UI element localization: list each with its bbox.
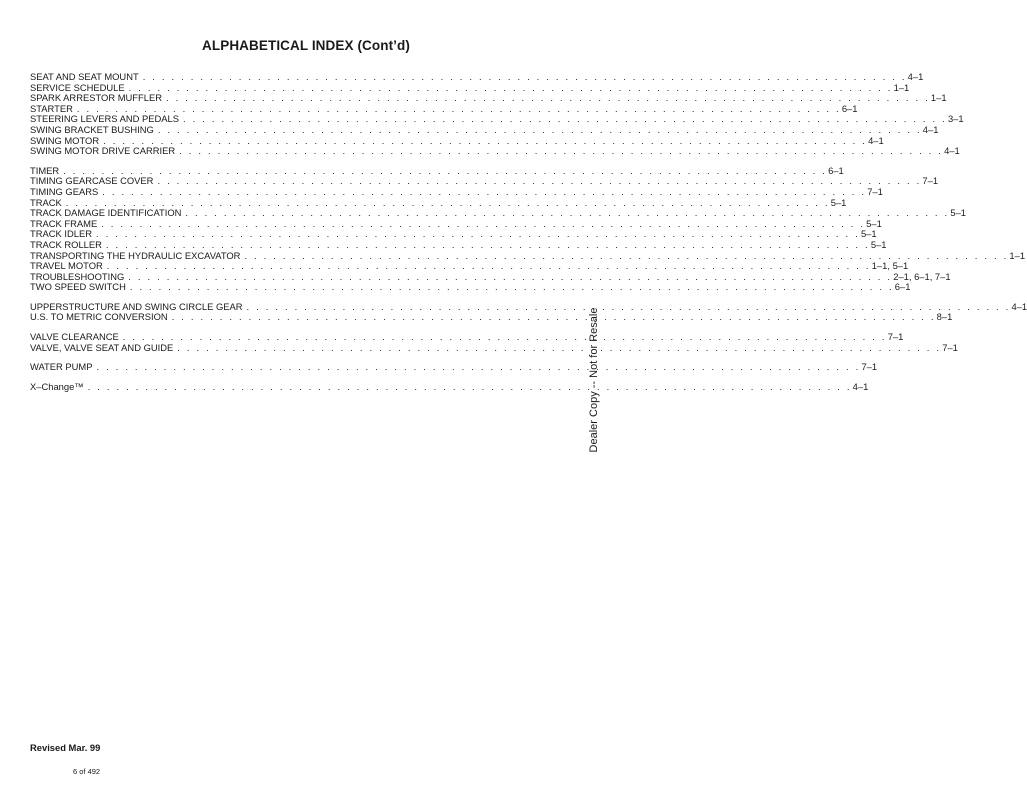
- index-entry-page: 8–1: [936, 311, 953, 323]
- index-entry-page: 4–1: [922, 123, 939, 135]
- index-entry-page: 6–1: [841, 102, 858, 114]
- index-entry-page: 1–1: [1009, 249, 1026, 261]
- dot-leader: . . . . . . . . . . . . . . . . . . . . . . . . . . . . . . . . . . . . . . . . . . . . . . . . . . . . . . . . . . . . . . . . . . . . . . . . . . . . . . . .: [183, 113, 947, 125]
- index-entry-page: 5–1: [830, 196, 847, 208]
- index-entry-page: 5–1: [870, 238, 887, 250]
- dot-leader: . . . . . . . . . . . . . . . . . . . . . . . . . . . . . . . . . . . . . . . . . . . . . . . . . . . . . . . . . . . . . . . . . . . . . . . . . . . . . . . .: [142, 71, 907, 82]
- index-entry: [30, 145, 960, 157]
- index-entry-label: WATER PUMP: [30, 361, 93, 373]
- index-entry-label: TRAVEL MOTOR: [30, 260, 103, 272]
- dot-leader: . . . . . . . . . . . . . . . . . . . . . . . . . . . . . . . . . . . . . . . . . . . . . . . . . . . . . . . . . . . . . . . . . . . . . . . . . . . . . . . .: [103, 134, 868, 146]
- dot-leader: . . . . . . . . . . . . . . . . . . . . . . . . . . . . . . . . . . . . . . . . . . . . . . . . . . . . . . . . . . . . . . . . . . . . . . . . . . . . . . . .: [185, 207, 950, 219]
- index-entry: [30, 380, 869, 393]
- index-entry-label: TIMING GEARS: [30, 185, 99, 197]
- index-entry-label: TRACK ROLLER: [30, 238, 102, 250]
- index-entry: [30, 238, 887, 251]
- index-entry-page: 4–1: [852, 380, 869, 392]
- index-entry-page: 5–1: [866, 217, 882, 229]
- index-entry-page: 1–1, 5–1: [871, 260, 909, 272]
- index-entry-label: TRACK: [30, 196, 62, 208]
- index-entry-page: 6–1: [894, 281, 911, 293]
- index-entry-label: TIMING GEARCASE COVER: [30, 175, 154, 187]
- index-entry-page: 7–1: [861, 361, 878, 373]
- index-entry-page: 2–1, 6–1, 7–1: [893, 270, 951, 282]
- index-entry-label: VALVE, VALVE SEAT AND GUIDE: [30, 341, 174, 353]
- index-group: [30, 331, 958, 353]
- index-entry-page: 4–1: [868, 134, 884, 146]
- index-entry-label: TRACK FRAME: [30, 217, 98, 229]
- dot-leader: . . . . . . . . . . . . . . . . . . . . . . . . . . . . . . . . . . . . . . . . . . . . . . . . . . . . . . . . . . . . . . . . . . . . . . . . . . . . . . . .: [122, 331, 887, 343]
- dot-leader: . . . . . . . . . . . . . . . . . . . . . . . . . . . . . . . . . . . . . . . . . . . . . . . . . . . . . . . . . . . . . . . . . . . . . . . . . . . . . . . .: [105, 238, 870, 250]
- index-entry-label: SEAT AND SEAT MOUNT: [30, 71, 139, 82]
- index-entry-label: TRACK IDLER: [30, 228, 92, 240]
- dot-leader: . . . . . . . . . . . . . . . . . . . . . . . . . . . . . . . . . . . . . . . . . . . . . . . . . . . . . . . . . . . . . . . . . . . . . . . . . . . . . . . .: [244, 249, 1009, 261]
- index-group: [30, 71, 964, 157]
- index-entry-page: 7–1: [887, 331, 904, 343]
- index-entry: [30, 341, 958, 354]
- index-entry-label: TIMER: [30, 164, 60, 176]
- index-entry-label: SERVICE SCHEDULE: [30, 81, 125, 93]
- dot-leader: . . . . . . . . . . . . . . . . . . . . . . . . . . . . . . . . . . . . . . . . . . . . . . . . . . . . . . . . . . . . . . . . . . . . . . . . . . . . . . . .: [87, 380, 852, 392]
- dot-leader: . . . . . . . . . . . . . . . . . . . . . . . . . . . . . . . . . . . . . . . . . . . . . . . . . . . . . . . . . . . . . . . . . . . . . . . . . . . . . . . .: [171, 311, 936, 323]
- index-entry-label: U.S. TO METRIC CONVERSION: [30, 311, 168, 323]
- index-entry-label: TRACK DAMAGE IDENTIFICATION: [30, 207, 182, 219]
- index-entry-page: 5–1: [860, 228, 877, 240]
- page-counter: 6 of 492: [73, 767, 101, 776]
- index-group: [30, 164, 1026, 293]
- dot-leader: . . . . . . . . . . . . . . . . . . . . . . . . . . . . . . . . . . . . . . . . . . . . . . . . . . . . . . . . . . . . . . . . . . . . . . . . . . . . . . . .: [96, 228, 860, 240]
- index-entry: [30, 311, 953, 323]
- index-entry-page: 7–1: [922, 175, 939, 187]
- dot-leader: . . . . . . . . . . . . . . . . . . . . . . . . . . . . . . . . . . . . . . . . . . . . . . . . . . . . . . . . . . . . . . . . . . . . . . . . . . . . . . . .: [102, 185, 867, 197]
- dot-leader: . . . . . . . . . . . . . . . . . . . . . . . . . . . . . . . . . . . . . . . . . . . . . . . . . . . . . . . . . . . . . . . . . . . . . . . . . . . . . . . .: [106, 260, 871, 272]
- dot-leader: . . . . . . . . . . . . . . . . . . . . . . . . . . . . . . . . . . . . . . . . . . . . . . . . . . . . . . . . . . . . . . . . . . . . . . . . . . . . . . . .: [157, 123, 922, 135]
- index-entry-label: X–Change™: [30, 380, 84, 392]
- index-entry-page: 1–1: [893, 81, 910, 93]
- dot-leader: . . . . . . . . . . . . . . . . . . . . . . . . . . . . . . . . . . . . . . . . . . . . . . . . . . . . . . . . . . . . . . . . . . . . . . . . . . . . . . . .: [177, 341, 942, 353]
- index-entry-label: SWING BRACKET BUSHING: [30, 123, 154, 135]
- index-entry-page: 3–1: [947, 113, 964, 125]
- index-entry-label: SPARK ARRESTOR MUFFLER: [30, 92, 162, 104]
- index-entry-page: 5–1: [950, 207, 967, 219]
- index-entry-label: SWING MOTOR: [30, 134, 100, 146]
- dot-leader: . . . . . . . . . . . . . . . . . . . . . . . . . . . . . . . . . . . . . . . . . . . . . . . . . . . . . . . . . . . . . . . . . . . . . . . . . . . . . . . .: [157, 175, 922, 187]
- dot-leader: . . . . . . . . . . . . . . . . . . . . . . . . . . . . . . . . . . . . . . . . . . . . . . . . . . . . . . . . . . . . . . . . . . . . . . . . . . . . . . . .: [128, 270, 893, 282]
- index-entry-label: VALVE CLEARANCE: [30, 331, 119, 343]
- index-entry-label: UPPERSTRUCTURE AND SWING CIRCLE GEAR: [30, 300, 243, 312]
- dealer-copy-stamp: Dealer Copy -- Not for Resale: [588, 307, 600, 453]
- dot-leader: . . . . . . . . . . . . . . . . . . . . . . . . . . . . . . . . . . . . . . . . . . . . . . . . . . . . . . . . . . . . . . . . . . . . . . . . . . . . . . . .: [101, 217, 866, 229]
- revision-date: Revised Mar. 99: [30, 742, 101, 753]
- index-entry-page: 4–1: [944, 145, 960, 157]
- dot-leader: . . . . . . . . . . . . . . . . . . . . . . . . . . . . . . . . . . . . . . . . . . . . . . . . . . . . . . . . . . . . . . . . . . . . . . . . . . . . . . . .: [63, 164, 828, 176]
- index-entry-page: 1–1: [930, 92, 947, 104]
- index-group: [30, 361, 878, 373]
- index-entry-page: 7–1: [942, 341, 958, 353]
- index-entry-label: SWING MOTOR DRIVE CARRIER: [30, 145, 176, 157]
- dot-leader: . . . . . . . . . . . . . . . . . . . . . . . . . . . . . . . . . . . . . . . . . . . . . . . . . . . . . . . . . . . . . . . . . . . . . . . . . . . . . . . .: [65, 196, 830, 208]
- dot-leader: . . . . . . . . . . . . . . . . . . . . . . . . . . . . . . . . . . . . . . . . . . . . . . . . . . . . . . . . . . . . . . . . . . . . . . . . . . . . . . . .: [246, 300, 1011, 312]
- index-entry-label: TWO SPEED SWITCH: [30, 281, 126, 293]
- index-entry: [30, 281, 911, 293]
- index-entry-label: TRANSPORTING THE HYDRAULIC EXCAVATOR: [30, 249, 241, 261]
- index-group: [30, 380, 869, 393]
- dot-leader: . . . . . . . . . . . . . . . . . . . . . . . . . . . . . . . . . . . . . . . . . . . . . . . . . . . . . . . . . . . . . . . . . . . . . . . . . . . . . . . .: [179, 145, 944, 157]
- index-entry-label: STARTER: [30, 102, 73, 114]
- index-entry-label: STEERING LEVERS AND PEDALS: [30, 113, 180, 125]
- index-entry: [30, 123, 939, 136]
- dot-leader: . . . . . . . . . . . . . . . . . . . . . . . . . . . . . . . . . . . . . . . . . . . . . . . . . . . . . . . . . . . . . . . . . . . . . . . . . . . . . . . .: [165, 92, 930, 104]
- dot-leader: . . . . . . . . . . . . . . . . . . . . . . . . . . . . . . . . . . . . . . . . . . . . . . . . . . . . . . . . . . . . . . . . . . . . . . . . . . . . . . . .: [129, 281, 894, 293]
- dot-leader: . . . . . . . . . . . . . . . . . . . . . . . . . . . . . . . . . . . . . . . . . . . . . . . . . . . . . . . . . . . . . . . . . . . . . . . . . . . . . . . .: [128, 81, 893, 93]
- dot-leader: . . . . . . . . . . . . . . . . . . . . . . . . . . . . . . . . . . . . . . . . . . . . . . . . . . . . . . . . . . . . . . . . . . . . . . . . . . . . . . . .: [76, 102, 841, 114]
- index-entry-page: 4–1: [907, 71, 924, 82]
- index-entry: [30, 361, 878, 373]
- index-entry-page: 7–1: [867, 185, 883, 197]
- index-entry: [30, 71, 924, 83]
- index-entry-page: 4–1: [1011, 300, 1027, 312]
- dot-leader: . . . . . . . . . . . . . . . . . . . . . . . . . . . . . . . . . . . . . . . . . . . . . . . . . . . . . . . . . . . . . . . . . . . . . . . . . . . . . . . .: [96, 361, 861, 373]
- page-title: ALPHABETICAL INDEX (Cont’d): [202, 38, 410, 53]
- index-entry-page: 6–1: [828, 164, 844, 176]
- index-entry-label: TROUBLESHOOTING: [30, 270, 125, 282]
- index-group: [30, 300, 1027, 323]
- index-entry: [30, 185, 883, 198]
